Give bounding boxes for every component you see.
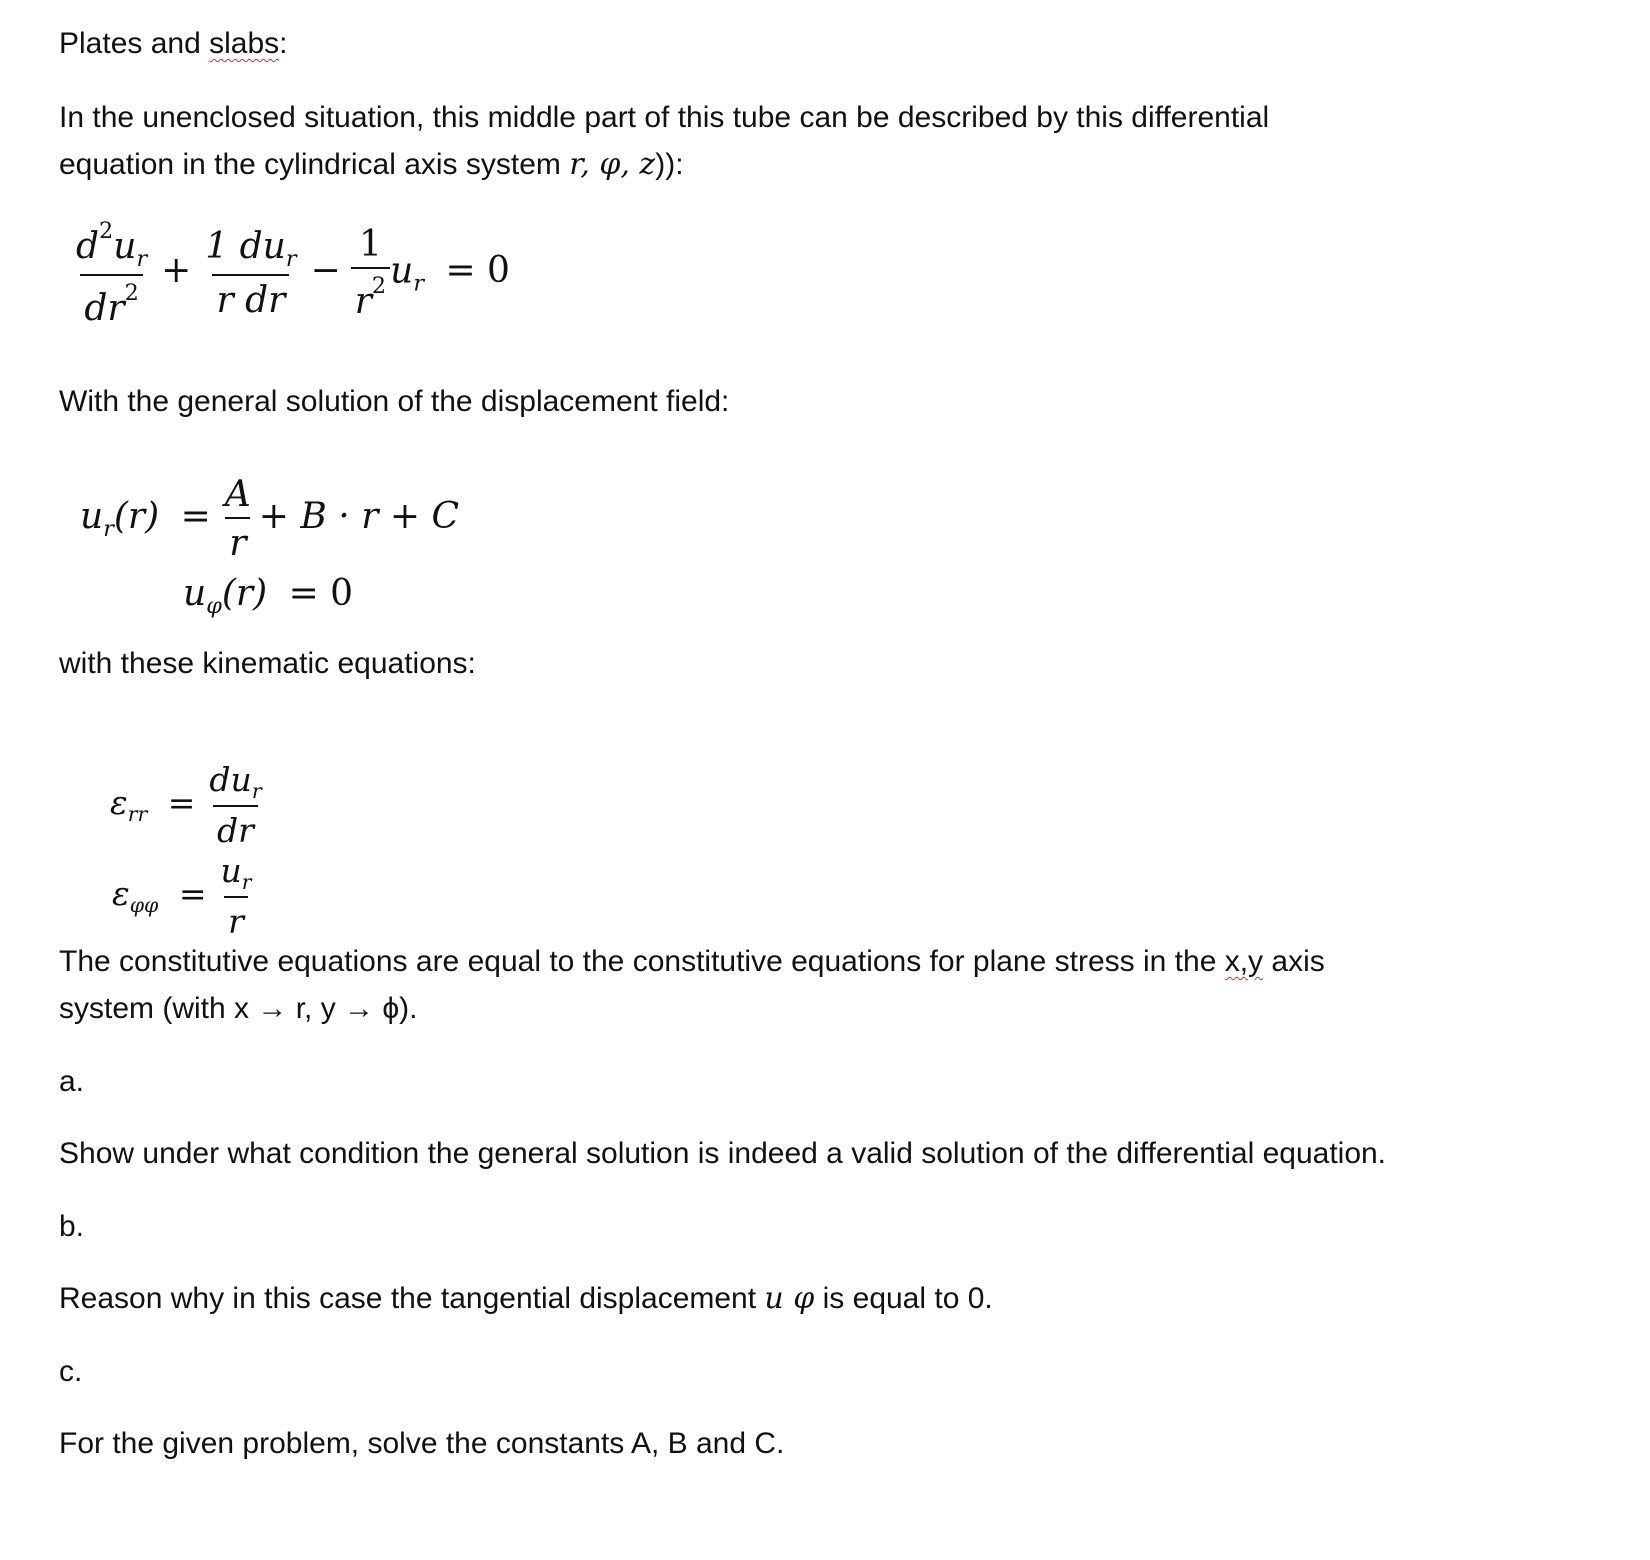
u-phi-math: u φ xyxy=(764,1281,815,1316)
question-a-text: Show under what condition the general solution is indeed a valid solution of the differential equation. xyxy=(59,1137,1387,1170)
diff-term-3: $\frac{1}{r^2}$ xyxy=(351,224,390,322)
title-text: Plates and slabs: xyxy=(59,27,288,60)
diff-term-1: $\frac{d^2u_r}{dr^2}$ xyxy=(76,218,148,329)
slabs-spellcheck-word: slabs xyxy=(209,27,280,60)
xy-spellcheck-word: x,y xyxy=(1224,945,1264,978)
intro-line-2-end: )): xyxy=(655,148,684,181)
question-b-label: b. xyxy=(59,1210,85,1243)
intro-line-1: In the unenclosed situation, this middle part of this tube can be described by this differential xyxy=(59,101,1270,134)
strain-phiphi-equation: $\varepsilon_{\varphi\varphi}$ = $\frac{u_r}{r}$ xyxy=(112,851,256,941)
intro-axis-math: r, φ, z xyxy=(569,147,656,182)
question-c-label: c. xyxy=(59,1355,83,1388)
uphi-solution-equation: $u_\varphi(r) = 0$ xyxy=(183,573,354,619)
intro-line-2-text: equation in the cylindrical axis system xyxy=(59,148,570,181)
plus-sign: + xyxy=(161,250,192,292)
constitutive-line-2: system (with x → r, y → ϕ). xyxy=(59,992,418,1025)
differential-equation: $\frac{d^2u_r}{dr^2}$ + $\frac{1 du_r}{\text{r dr}}$ − $\frac{1}{r^2}$ $u_r = 0$ xyxy=(72,218,520,329)
intro-line-2 xyxy=(59,140,684,190)
kinematic-heading: with these kinematic equations: xyxy=(59,647,476,680)
equals-zero: = 0 xyxy=(445,250,510,292)
question-b-text: Reason why in this case the tangential displacement u φ is equal to 0. xyxy=(59,1281,993,1316)
strain-rr-fraction: $\frac{du_r}{dr}$ xyxy=(209,760,262,851)
ur-solution-equation: $u_r(r)$ = $\frac{A}{r}$ + B · r + C xyxy=(80,474,459,564)
page-title xyxy=(59,19,288,69)
diff-term-2: $\frac{1 du_r}{\text{r dr}}$ xyxy=(205,226,297,321)
a-over-r-fraction: $\frac{A}{r}$ xyxy=(224,474,251,564)
constitutive-line-1: The constitutive equations are equal to the constitutive equations for plane stress in the x,y axis xyxy=(59,945,1325,978)
general-solution-heading: With the general solution of the displacement field: xyxy=(59,385,730,418)
minus-sign: − xyxy=(310,250,341,292)
strain-phiphi-fraction: $\frac{u_r}{r}$ xyxy=(220,851,252,942)
strain-rr-equation: $\varepsilon_{rr}$ = $\frac{du_r}{dr}$ xyxy=(110,760,266,850)
question-c-text: For the given problem, solve the constants A, B and C. xyxy=(59,1427,785,1460)
question-a-label: a. xyxy=(59,1065,85,1098)
